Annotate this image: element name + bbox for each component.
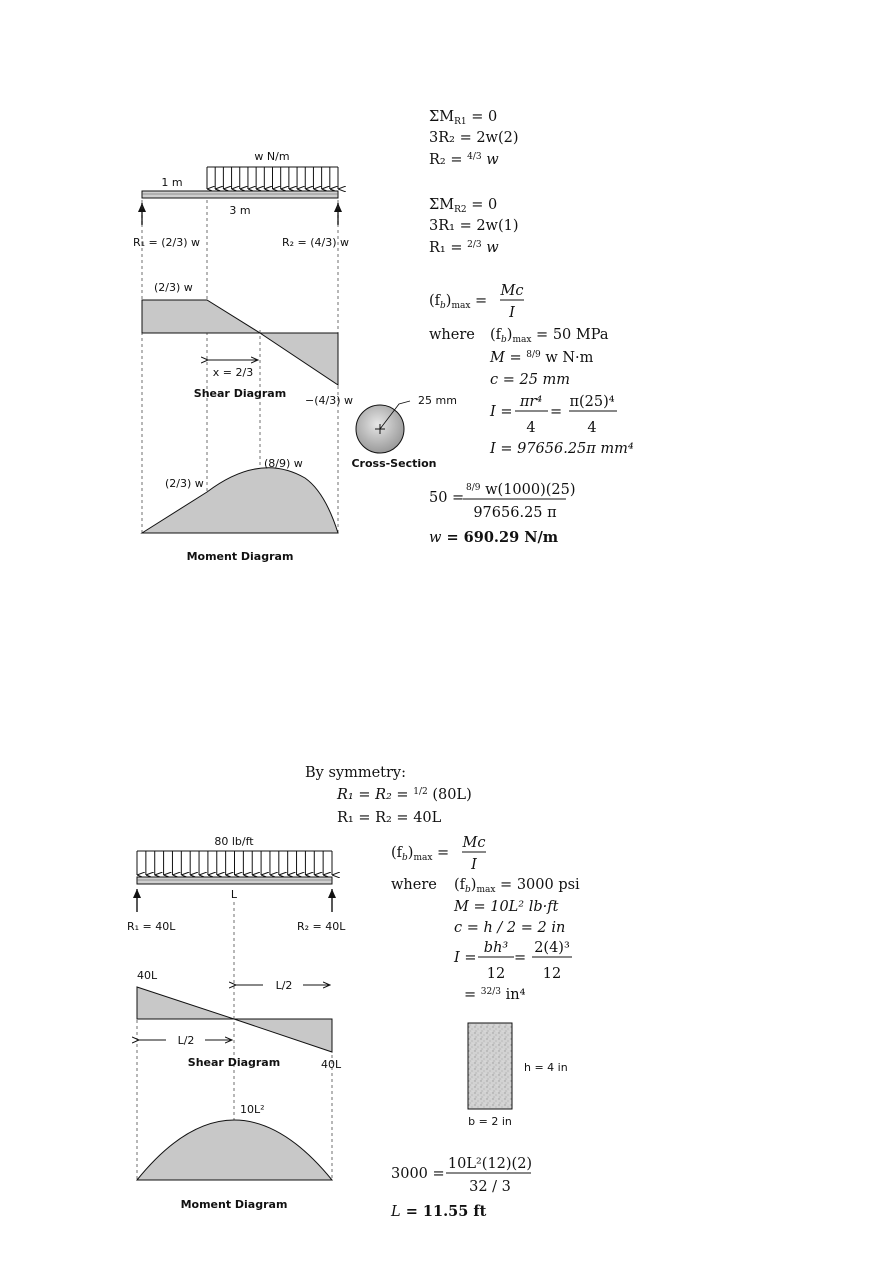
load-label: w N/m xyxy=(254,150,290,163)
eq2-i-lhs: I = xyxy=(454,950,477,966)
reaction-r2-label-2: R₂ = 40L xyxy=(297,920,346,933)
eq-c-value: c = 25 mm xyxy=(490,372,571,388)
cross-section-disc xyxy=(356,401,410,453)
reaction-r1-label: R₁ = (2/3) w xyxy=(133,236,201,249)
eq-3r2: 3R₂ = 2w(2) xyxy=(429,130,519,146)
shear-top-label-2: 40L xyxy=(137,969,158,982)
eq-i-eq: = xyxy=(550,404,563,420)
eq2-i-num1: bh³ xyxy=(483,940,509,956)
eq-where: where xyxy=(429,327,475,343)
problem1-beam-diagram xyxy=(133,150,457,563)
eq2-i-num2: 2(4)³ xyxy=(534,940,570,956)
eq-i-den1: 4 xyxy=(526,420,536,436)
eq-fb-num: Mc xyxy=(500,283,524,299)
sym-title: By symmetry: xyxy=(305,765,407,781)
cross-section-dim-label: 25 mm xyxy=(418,394,457,407)
eq-calc-lhs: 50 = xyxy=(429,490,465,506)
shear-top-label: (2/3) w xyxy=(154,281,193,294)
eq-fb-lhs: $(f_b)_{max}$ = xyxy=(429,293,488,311)
eq2-i-eq: = xyxy=(514,950,527,966)
shear-bottom-label: −(4/3) w xyxy=(305,394,353,407)
span-label: L xyxy=(230,888,238,901)
rectangular-cross-section xyxy=(468,1023,512,1109)
sym-line1: R₁ = R₂ = $^1$/2 (80L) xyxy=(337,787,472,803)
shear-bottom-label-2: 40L xyxy=(321,1058,342,1071)
shear-negative-area-2 xyxy=(234,1019,332,1052)
eq2-where: where xyxy=(391,877,437,893)
eq2-c-value: c = h / 2 = 2 in xyxy=(454,920,566,936)
eq2-i-den1: 12 xyxy=(486,966,506,982)
rect-height-label: h = 4 in xyxy=(524,1061,568,1074)
eq-fbmax-value: $(f_b)_{max} = 50$ MPa xyxy=(490,327,609,345)
eq2-fbmax-value: $(f_b)_{max} = 3000$ psi xyxy=(454,877,580,895)
problem2-equations xyxy=(390,835,580,1220)
shear-diagram-title-2: Shear Diagram xyxy=(187,1056,281,1069)
dim-3m-label: 3 m xyxy=(229,204,251,217)
eq-i-den2: 4 xyxy=(587,420,597,436)
eq2-calc-num: 10L²(12)(2) xyxy=(447,1156,533,1172)
eq-r2: R₂ = $^4$/3 w xyxy=(429,152,499,168)
eq2-moment-value: M = 10L² lb·ft xyxy=(454,899,559,915)
sym-line2: R₁ = R₂ = 40L xyxy=(337,810,442,826)
distributed-load-arrows xyxy=(207,167,338,189)
eq-r1: R₁ = $^2$/3 w xyxy=(429,240,499,256)
half-left-label: L/2 xyxy=(177,1034,195,1047)
eq2-calc-den: 32 / 3 xyxy=(469,1179,511,1195)
load-label-2: 80 lb/ft xyxy=(214,835,254,848)
moment-max-label: (8/9) w xyxy=(264,457,303,470)
eq2-fb-num: Mc xyxy=(462,835,486,851)
eq-i-num1: πr⁴ xyxy=(519,394,543,410)
x-dimension-label: x = 2/3 xyxy=(212,366,254,379)
eq-sum-mr1: $\Sigma M_{R1} = 0$ xyxy=(429,109,498,127)
eq-sum-mr2: $\Sigma M_{R2} = 0$ xyxy=(429,197,498,215)
eq2-fb-den: I xyxy=(471,857,477,873)
half-right-label: L/2 xyxy=(275,979,293,992)
shear-diagram-title: Shear Diagram xyxy=(193,387,287,400)
eq-result-w: w = 690.29 N/m xyxy=(429,529,559,546)
eq-calc-den: 97656.25 π xyxy=(473,505,557,521)
moment-diagram-title-2: Moment Diagram xyxy=(180,1198,288,1211)
shear-negative-area xyxy=(260,333,338,385)
beam xyxy=(142,191,338,198)
eq-3r1: 3R₁ = 2w(1) xyxy=(429,218,519,234)
eq-i-lhs: I = xyxy=(490,404,513,420)
shear-positive-area-2 xyxy=(137,987,234,1019)
problem1-equations xyxy=(429,109,634,546)
moment-diagram-title: Moment Diagram xyxy=(186,550,294,563)
moment-mid-label: (2/3) w xyxy=(165,477,204,490)
problem2-equations-top xyxy=(305,765,472,826)
eq-moment-value: M = $^8$/9 w N·m xyxy=(490,350,594,366)
eq-calc-num: $^8$/9 w(1000)(25) xyxy=(466,482,576,498)
reaction-r1-label-2: R₁ = 40L xyxy=(127,920,176,933)
rect-base-label: b = 2 in xyxy=(468,1115,512,1128)
beam-2 xyxy=(137,877,332,884)
moment-area-2 xyxy=(137,1120,332,1180)
eq-i-num2: π(25)⁴ xyxy=(569,394,615,410)
distributed-load-arrows-2 xyxy=(137,851,332,875)
dim-1m-label: 1 m xyxy=(161,176,183,189)
eq2-i-den2: 12 xyxy=(542,966,562,982)
eq2-result-l: L = 11.55 ft xyxy=(391,1203,487,1220)
cross-section-title: Cross-Section xyxy=(351,457,437,470)
eq2-fb-lhs: $(f_b)_{max}$ = xyxy=(391,845,450,863)
reaction-r2-label: R₂ = (4/3) w xyxy=(282,236,350,249)
shear-positive-area xyxy=(142,300,260,333)
moment-max-label-2: 10L² xyxy=(240,1103,265,1116)
eq2-i-value: = $^{32}$/3 in⁴ xyxy=(464,987,526,1003)
eq-i-value: I = 97656.25π mm⁴ xyxy=(490,441,634,457)
eq2-calc-lhs: 3000 = xyxy=(391,1166,445,1182)
eq-fb-den: I xyxy=(509,305,515,321)
problem2-beam-diagram xyxy=(127,835,346,1211)
